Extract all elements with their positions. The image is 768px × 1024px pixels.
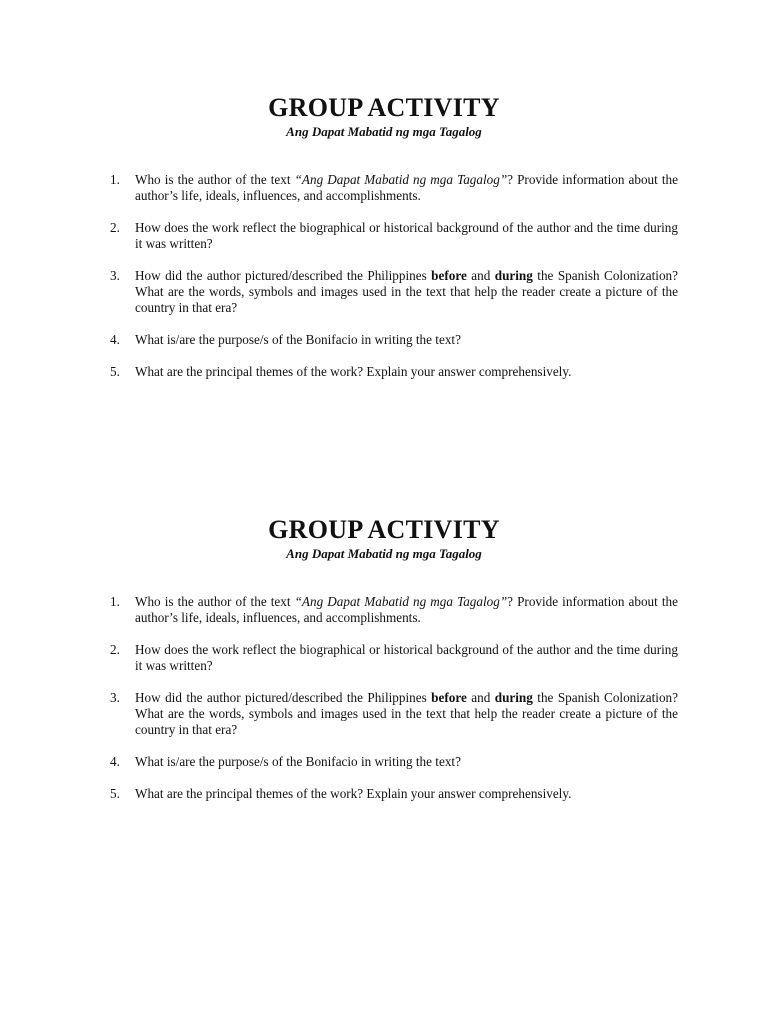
question-text: Who is the author of the text <box>135 172 295 187</box>
question-number: 2. <box>110 220 120 235</box>
question-text: and <box>466 690 495 705</box>
question-item-5 <box>110 364 678 380</box>
emphasis-before: before <box>431 268 467 283</box>
question-text: How did the author pictured/described the Philippines <box>135 268 432 283</box>
question-text: What is/are the purpose/s of the Bonifacio in writing the text? <box>135 754 461 769</box>
activity-block-1 <box>0 92 768 379</box>
question-text: How does the work reflect the biographical or historical background of the author and the time during it was written? <box>135 220 678 251</box>
question-item-3 <box>110 268 678 316</box>
question-number: 1. <box>110 172 120 187</box>
question-number: 3. <box>110 690 120 705</box>
question-list <box>110 172 678 396</box>
question-text: and <box>466 268 495 283</box>
page-subtitle: Ang Dapat Mabatid ng mga Tagalog <box>286 124 482 139</box>
question-text: the Spanish Colonization? What are the words, symbols and images used in the text that help the reader create a picture of the country in that era? <box>135 690 679 737</box>
question-number: 1. <box>110 594 120 609</box>
question-text: ? Provide information about the author’s life, ideals, influences, and accomplishments. <box>135 594 678 625</box>
page-subtitle: Ang Dapat Mabatid ng mga Tagalog <box>286 546 482 561</box>
question-number: 5. <box>110 364 120 379</box>
page-title: GROUP ACTIVITY <box>268 93 500 122</box>
page-title: GROUP ACTIVITY <box>268 515 500 544</box>
question-item-4 <box>110 754 678 770</box>
activity-block-2 <box>0 514 768 801</box>
emphasis-before: before <box>431 690 467 705</box>
question-list <box>110 594 678 818</box>
question-text: How did the author pictured/described the Philippines <box>135 690 432 705</box>
question-text: What are the principal themes of the work? Explain your answer comprehensively. <box>135 786 572 801</box>
question-text: Who is the author of the text <box>135 594 295 609</box>
question-number: 5. <box>110 786 120 801</box>
question-number: 3. <box>110 268 120 283</box>
question-text: the Spanish Colonization? What are the words, symbols and images used in the text that help the reader create a picture of the country in that era? <box>135 268 679 315</box>
question-text: How does the work reflect the biographical or historical background of the author and the time during it was written? <box>135 642 678 673</box>
question-text: What are the principal themes of the work? Explain your answer comprehensively. <box>135 364 572 379</box>
quoted-title: “Ang Dapat Mabatid ng mga Tagalog” <box>294 594 508 609</box>
question-number: 4. <box>110 754 120 769</box>
question-text: ? Provide information about the author’s life, ideals, influences, and accomplishments. <box>135 172 678 203</box>
emphasis-during: during <box>494 268 533 283</box>
question-item-4 <box>110 332 678 348</box>
question-item-5 <box>110 786 678 802</box>
emphasis-during: during <box>494 690 533 705</box>
question-number: 4. <box>110 332 120 347</box>
question-text: What is/are the purpose/s of the Bonifacio in writing the text? <box>135 332 461 347</box>
question-item-2 <box>110 220 678 252</box>
question-item-1 <box>110 594 678 626</box>
question-item-1 <box>110 172 678 204</box>
quoted-title: “Ang Dapat Mabatid ng mga Tagalog” <box>294 172 508 187</box>
question-item-2 <box>110 642 678 674</box>
question-number: 2. <box>110 642 120 657</box>
question-item-3 <box>110 690 678 738</box>
